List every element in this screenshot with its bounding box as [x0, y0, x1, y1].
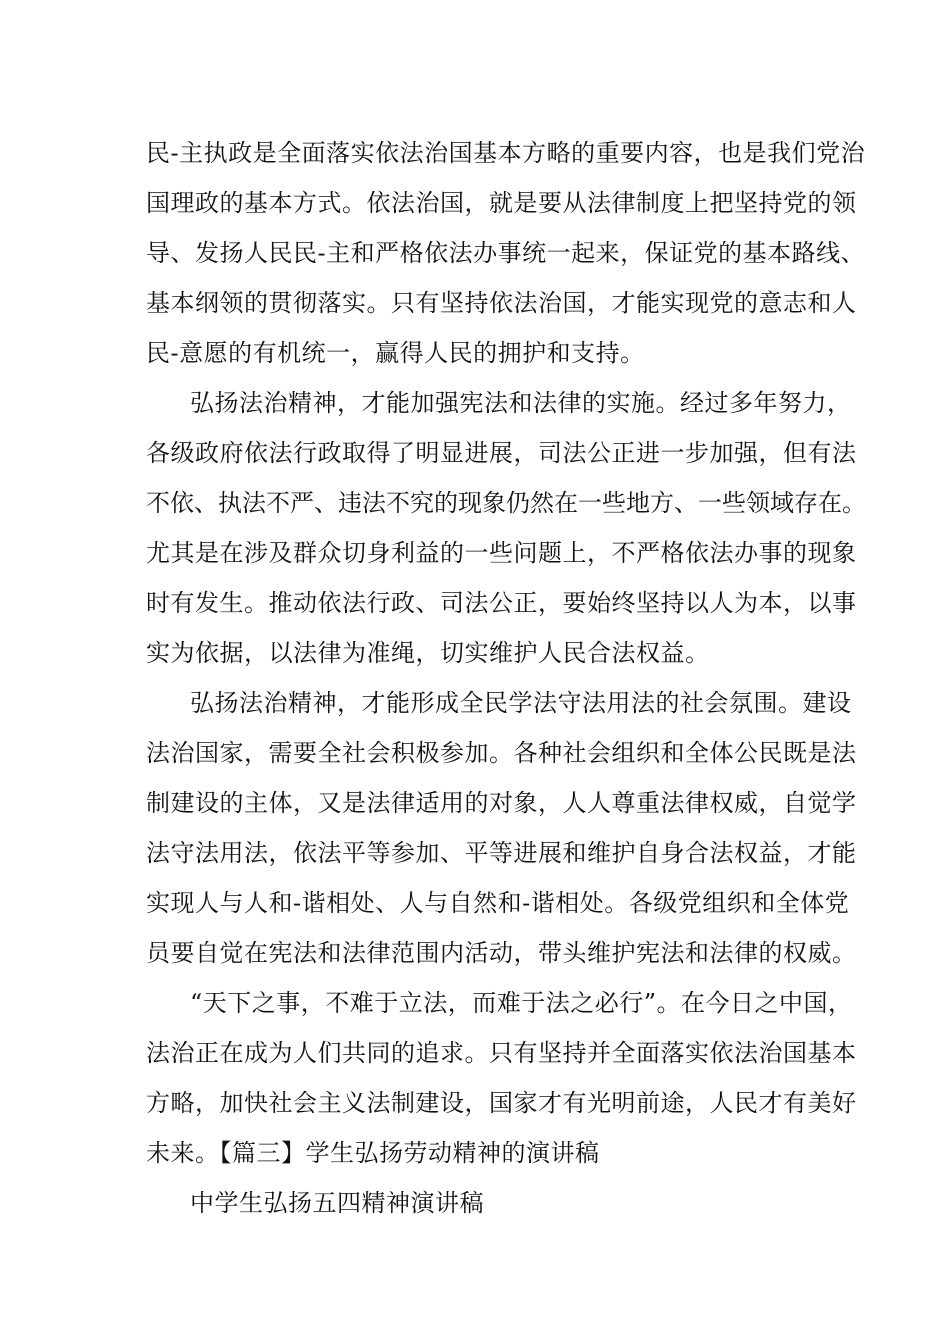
text-line: 实为依据，以法律为准绳，切实维护人民合法权益。 [146, 639, 710, 667]
text-line: 法治国家，需要全社会积极参加。各种社会组织和全体公民既是法 [146, 739, 857, 767]
text-line: 法守法用法，依法平等参加、平等进展和维护自身合法权益，才能 [146, 839, 857, 867]
text-line: 民-主执政是全面落实依法治国基本方略的重要内容，也是我们党治 [146, 139, 866, 167]
text-line: 不依、执法不严、违法不究的现象仍然在一些地方、一些领域存在。 [146, 489, 866, 517]
text-line: 员要自觉在宪法和法律范围内活动，带头维护宪法和法律的权威。 [146, 939, 857, 967]
paragraph-start-line: 弘扬法治精神，才能形成全民学法守法用法的社会氛围。建设 [190, 689, 852, 717]
text-line: 法治正在成为人们共同的追求。只有坚持并全面落实依法治国基本 [146, 1039, 857, 1067]
section-title-line: 中学生弘扬五四精神演讲稿 [190, 1189, 484, 1217]
text-line: 未来。【篇三】学生弘扬劳动精神的演讲稿 [146, 1139, 600, 1167]
text-line: 方略，加快社会主义法制建设，国家才有光明前途，人民才有美好 [146, 1089, 857, 1117]
text-line: 民-意愿的有机统一，赢得人民的拥护和支持。 [146, 339, 645, 367]
text-line: 实现人与人和-谐相处、人与自然和-谐相处。各级党组织和全体党 [146, 889, 850, 917]
text-line: 导、发扬人民民-主和严格依法办事统一起来，保证党的基本路线、 [146, 239, 866, 267]
paragraph-start-line: “天下之事，不难于立法，而难于法之必行”。在今日之中国， [190, 989, 853, 1017]
text-line: 制建设的主体，又是法律适用的对象，人人尊重法律权威，自觉学 [146, 789, 857, 817]
text-line: 国理政的基本方式。依法治国，就是要从法律制度上把坚持党的领 [146, 189, 857, 217]
text-line: 各级政府依法行政取得了明显进展，司法公正进一步加强，但有法 [146, 439, 857, 467]
paragraph-start-line: 弘扬法治精神，才能加强宪法和法律的实施。经过多年努力， [190, 389, 852, 417]
text-line: 时有发生。推动依法行政、司法公正，要始终坚持以人为本，以事 [146, 589, 857, 617]
text-line: 尤其是在涉及群众切身利益的一些问题上，不严格依法办事的现象 [146, 539, 857, 567]
text-line: 基本纲领的贯彻落实。只有坚持依法治国，才能实现党的意志和人 [146, 289, 857, 317]
